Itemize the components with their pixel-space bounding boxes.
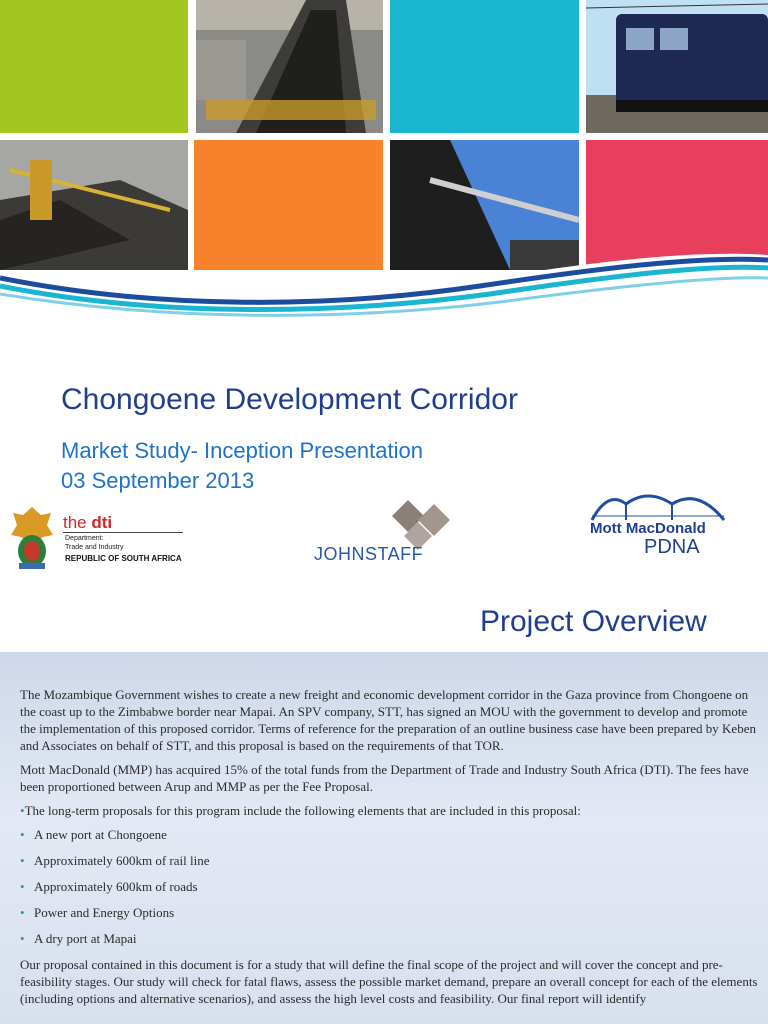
overview-paragraph-funding: Mott MacDonald (MMP) has acquired 15% of the total funds from the Department of Trade and Industry South Africa (DTI). The fees have been proportioned between Arup and MMP as per the Fee Proposal. (20, 762, 749, 794)
overview-paragraph-elements-text: The long-term proposals for this program include the following elements that are included in this proposal: (24, 803, 581, 818)
presentation-title: Chongoene Development Corridor (61, 383, 518, 416)
dti-brand-the: the (63, 513, 92, 532)
coal-wagons-photo (196, 0, 383, 133)
mott-macdonald-sub: PDNA (644, 536, 700, 558)
presentation-subtitle: Market Study- Inception Presentation (61, 438, 423, 463)
south-africa-coat-of-arms-icon (7, 505, 57, 571)
dti-logo (7, 505, 187, 573)
project-overview-title: Project Overview (480, 605, 707, 638)
proposal-elements-list (20, 826, 760, 947)
list-item: • A new port at Chongoene (20, 826, 760, 843)
list-item: • A dry port at Mapai (20, 930, 760, 947)
mott-macdonald-logo (588, 488, 730, 563)
green-tile (0, 0, 188, 133)
johnstaff-name: JOHNSTAFF (314, 544, 424, 564)
johnstaff-logo (312, 500, 457, 570)
dti-line3: REPUBLIC OF SOUTH AFRICA (65, 554, 182, 563)
list-item: • Power and Energy Options (20, 904, 760, 921)
dti-line1: Department: (65, 535, 104, 542)
overview-paragraph-scope: Our proposal contained in this document is for a study that will define the final scope of the project and will cover the concept and pre-feasibility stages. Our study will check for fatal flaws, assess the possible market demand, prepare an overall concept for each of the elements (including options and alternative scenarios), and assess the high level costs and feasibility. Our final report will identify (20, 957, 758, 1006)
locomotive-photo (586, 0, 768, 133)
dti-line2: Trade and Industry (65, 544, 124, 551)
cyan-tile (390, 0, 579, 133)
dti-brand-dti: dti (91, 513, 113, 532)
overview-body (20, 686, 760, 1014)
mott-macdonald-name: Mott MacDonald (590, 520, 706, 537)
overview-paragraph-elements (20, 802, 760, 819)
mott-macdonald-arches-icon (588, 488, 730, 522)
overview-paragraph-intro: The Mozambique Government wishes to create a new freight and economic development corridor in the Gaza province from Chongoene on the coast up to the Zimbabwe border near Mapai. An SPV company, STT, has signed an MOU with the government to develop and promote the implementation of this proposed corridor. Terms of reference for the preparation of an outline business case have been prepared by Keben and Associates on behalf of STT, and this proposal is based on the requirements of that TOR. (20, 687, 756, 753)
wave-banner (0, 250, 768, 320)
list-item: • Approximately 600km of rail line (20, 852, 760, 869)
overview-paragraph-bullet: • (20, 803, 25, 818)
presentation-date: 03 September 2013 (61, 468, 255, 493)
list-item: • Approximately 600km of roads (20, 878, 760, 895)
